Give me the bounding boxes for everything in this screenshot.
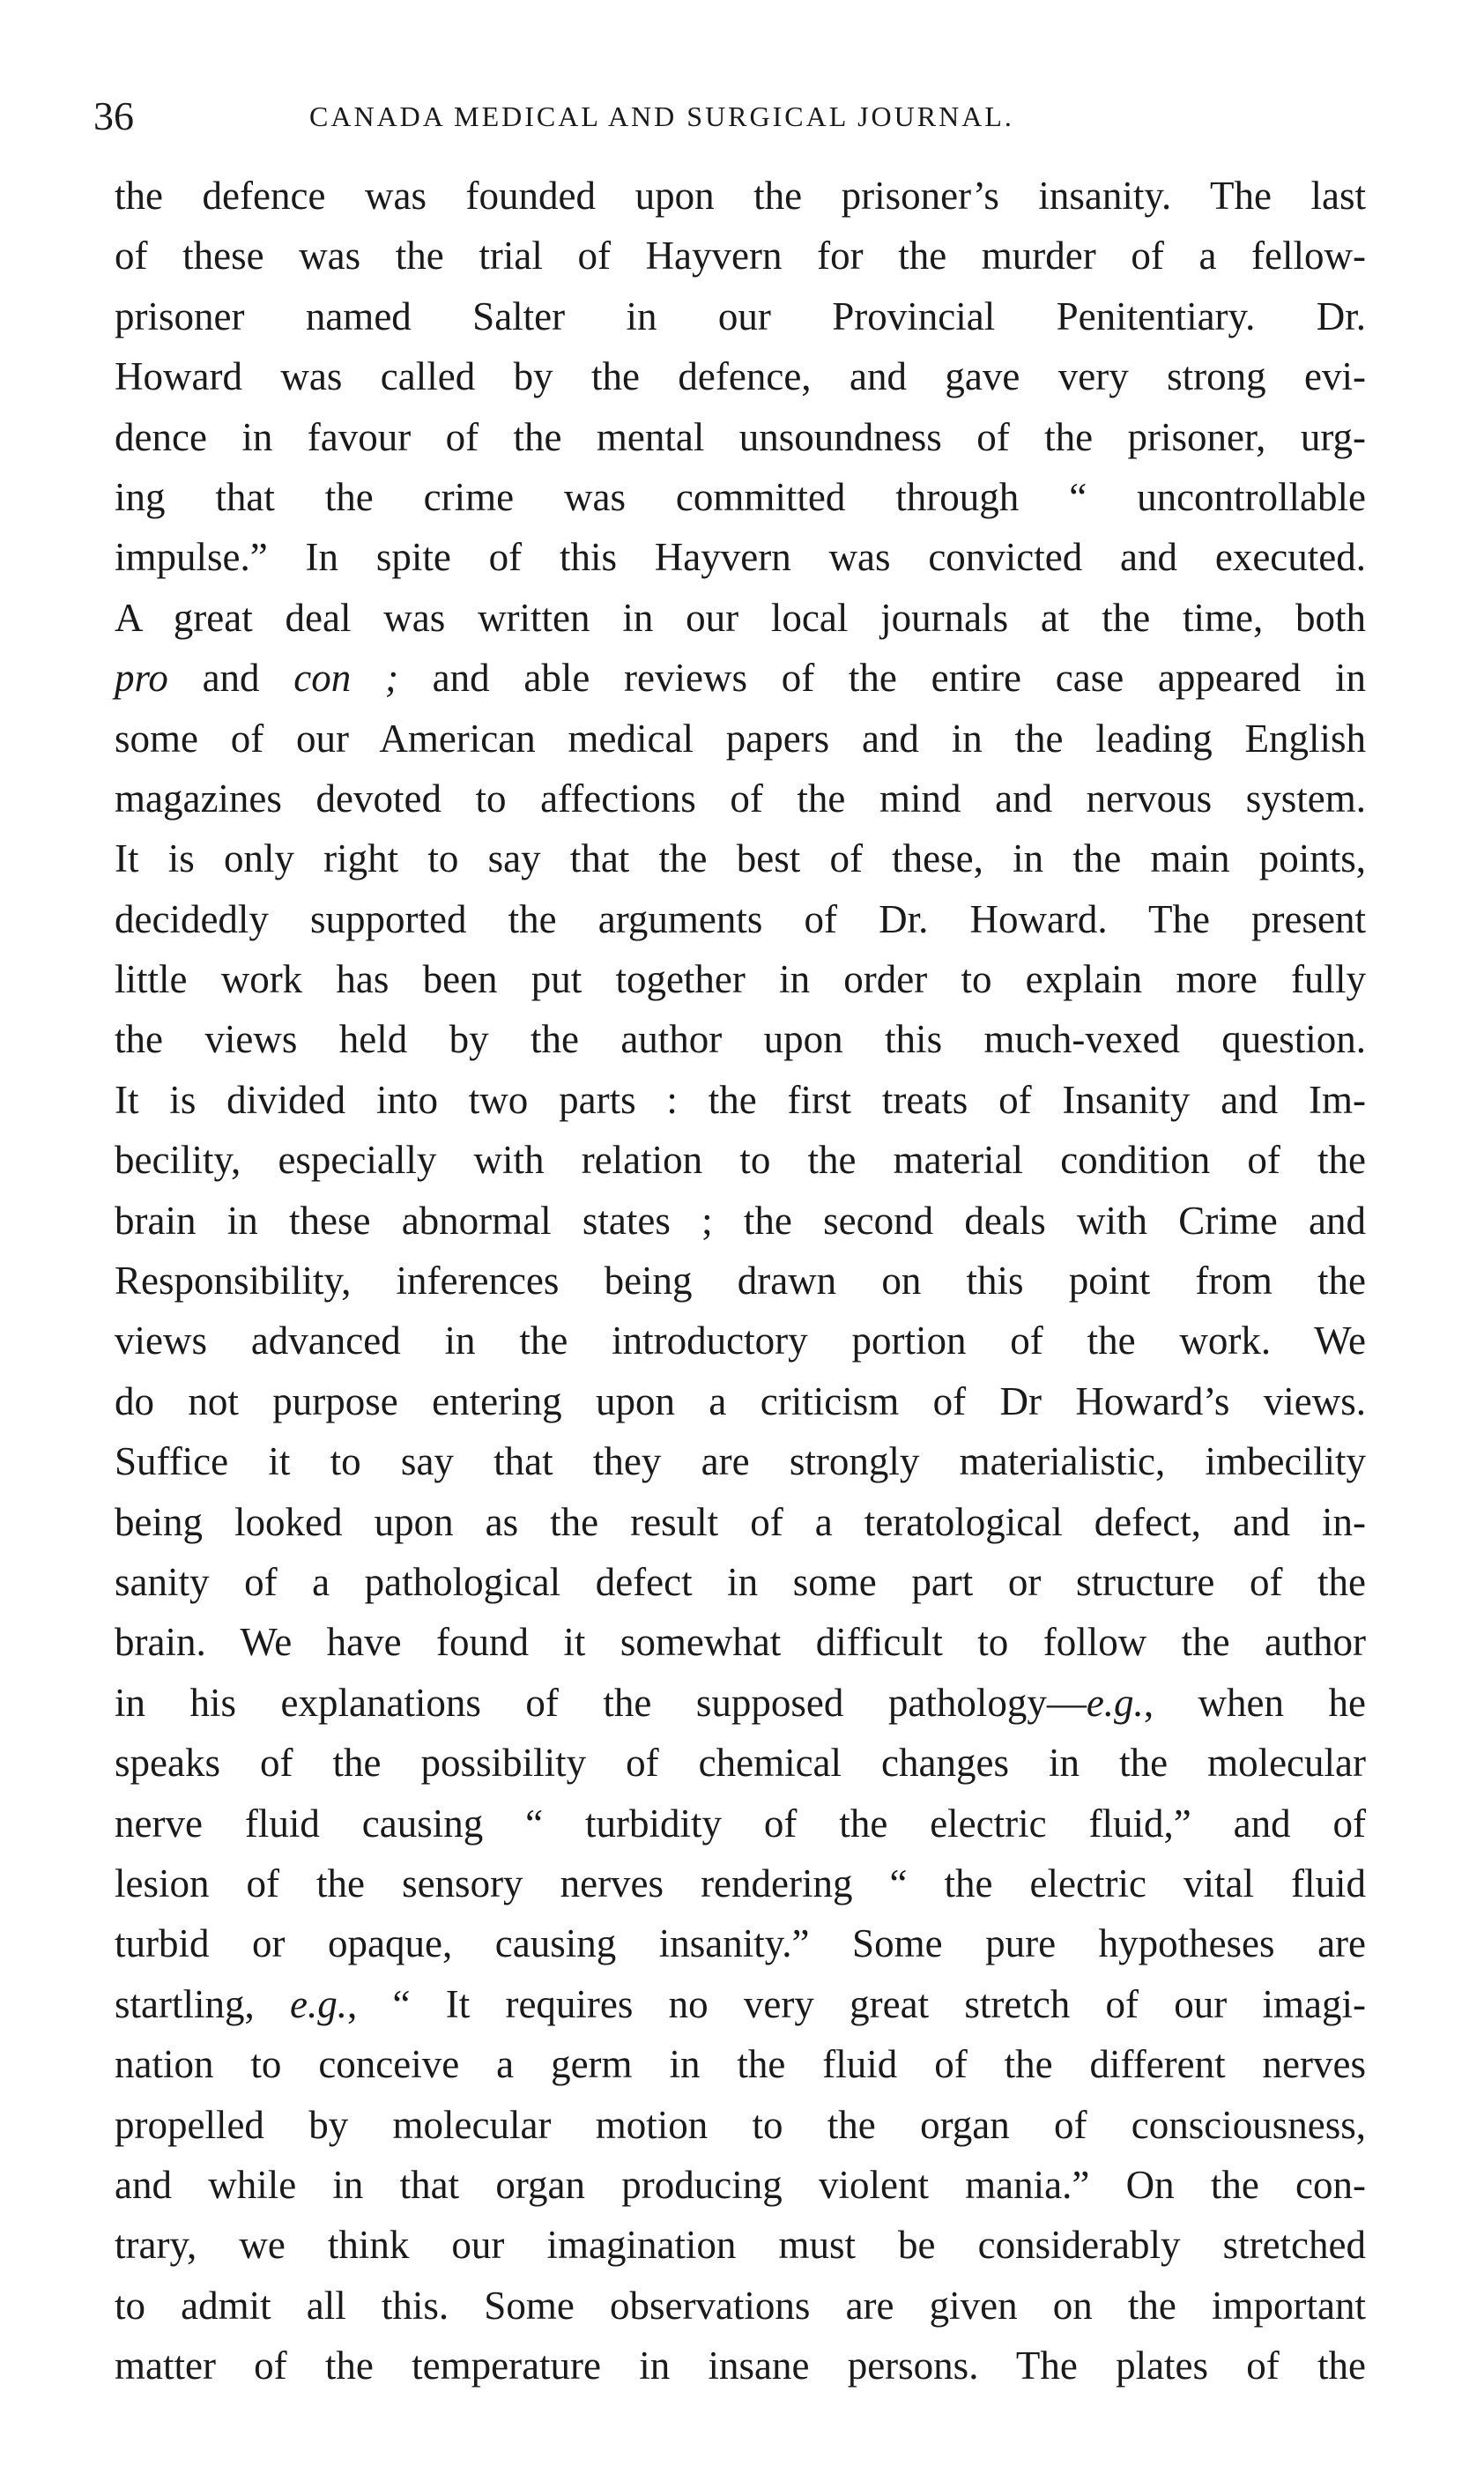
text-and: and [167,656,294,701]
text-line: sanity of a pathological defect in some part or structure of the [115,1559,1366,1604]
text-line: do not purpose entering upon a criticism of Dr Howard’s views. [115,1378,1366,1423]
text-line: It is divided into two parts : the first treats of Insanity and Im- [115,1077,1366,1122]
text-after: , “ It requires no very great stretch of our imagi- [346,1981,1367,2026]
text-line: nerve fluid causing “ turbidity of the electric fluid,” and of [115,1801,1366,1846]
text-line: brain. We have found it somewhat difficult to follow the author [115,1620,1366,1665]
text-before: startling, [115,1981,290,2026]
text-line: the views held by the author upon this much-vexed question. [115,1017,1366,1062]
text-line: speaks of the possibility of chemical changes in the molecular [115,1741,1366,1786]
page-number: 36 [93,93,134,138]
text-line: becility, especially with relation to the material condition of the [115,1138,1366,1183]
text-line: brain in these abnormal states ; the second deals with Crime and [115,1198,1366,1243]
text-line: It is only right to say that the best of these, in the main points, [115,836,1366,881]
italic-eg: e.g. [290,1981,347,2026]
italic-pro: pro [115,656,168,701]
text-line: propelled by molecular motion to the organ of consciousness, [115,2102,1366,2147]
text-line: of these was the trial of Hayvern for the murder of a fellow- [115,234,1366,279]
running-head [93,88,1362,145]
text-line: impulse.” In spite of this Hayvern was convicted and executed. [115,535,1366,580]
text-line: Responsibility, inferences being drawn on this point from the [115,1259,1366,1304]
text-line: trary, we think our imagination must be considerably stretched [115,2223,1366,2268]
text-line: matter of the temperature in insane persons. The plates of the [115,2344,1366,2388]
italic-eg: e.g. [1086,1680,1144,1725]
text-line: nation to conceive a germ in the fluid of the different nerves [115,2042,1366,2087]
text-line: ing that the crime was committed through “ uncontrollable [115,474,1366,519]
article-body [115,166,1366,2396]
text-line: to admit all this. Some observations are given on the important [115,2283,1366,2328]
text-line: prisoner named Salter in our Provincial Penitentiary. Dr. [115,293,1366,338]
text-line: dence in favour of the mental unsoundness of the prisoner, urg- [115,414,1366,459]
text-line-with-italics [115,1974,1366,2034]
text-line: A great deal was written in our local journals at the time, both [115,595,1366,640]
text-line: views advanced in the introductory portion of the work. We [115,1318,1366,1363]
text-line: little work has been put together in order to explain more fully [115,957,1366,1002]
text-line: lesion of the sensory nerves rendering “ the electric vital fluid [115,1861,1366,1905]
text-line: turbid or opaque, causing insanity.” Some pure hypotheses are [115,1921,1366,1966]
text-rest: and able reviews of the entire case appeared in [397,656,1366,701]
italic-con: con ; [293,656,398,701]
text-after: , when he [1143,1680,1366,1725]
text-line: Suffice it to say that they are strongly materialistic, imbecility [115,1439,1366,1484]
journal-title: CANADA MEDICAL AND SURGICAL JOURNAL. [309,100,1014,132]
text-line: decidedly supported the arguments of Dr. Howard. The present [115,896,1366,941]
text-before: in his explanations of the supposed pathology— [115,1680,1087,1725]
text-line: Howard was called by the defence, and gave very strong evi- [115,354,1366,399]
text-line: being looked upon as the result of a teratological defect, and in- [115,1499,1366,1544]
text-line: and while in that organ producing violent mania.” On the con- [115,2162,1366,2207]
text-line: magazines devoted to affections of the mind and nervous system. [115,776,1366,821]
text-line: some of our American medical papers and in the leading English [115,716,1366,761]
text-line-with-italics [115,1673,1366,1733]
text-line-with-italics [115,648,1366,708]
text-line: the defence was founded upon the prisoner’s insanity. The last [115,174,1366,218]
